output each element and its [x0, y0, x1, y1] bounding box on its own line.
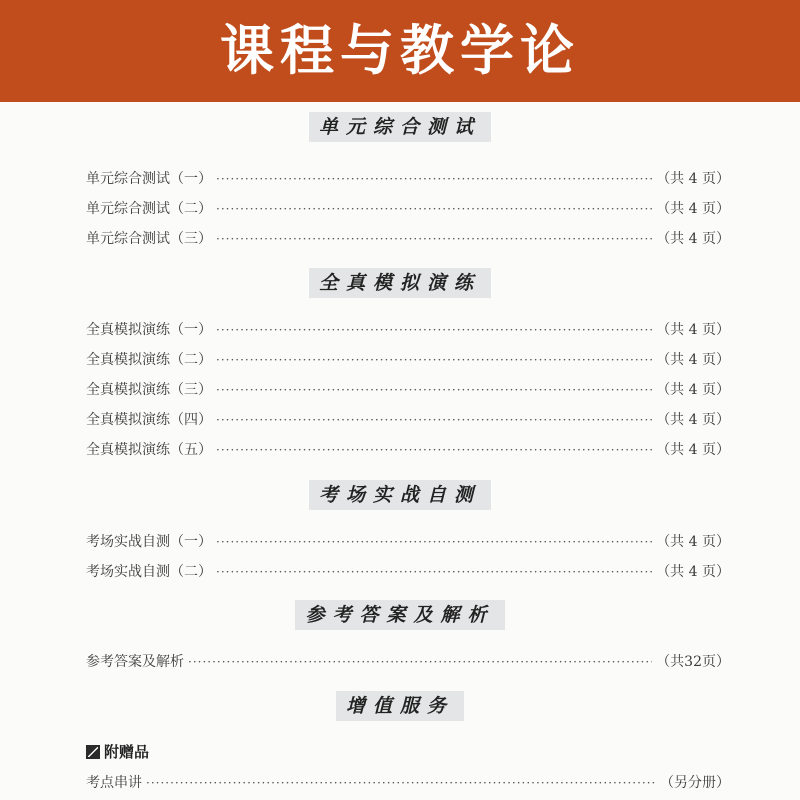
- toc-entry: [86, 319, 730, 341]
- entry-title: 全真模拟演练（二）: [86, 352, 212, 368]
- entry-title: 参考答案及解析: [86, 654, 184, 670]
- entry-title: 全真模拟演练（五）: [86, 442, 212, 458]
- dot-leader: [216, 323, 652, 337]
- toc-entry: [86, 651, 730, 673]
- entry-pages: （共32页）: [656, 654, 730, 670]
- dot-leader: [146, 776, 656, 790]
- toc-entry: [86, 379, 730, 401]
- section-heading-answers: [0, 600, 800, 632]
- section-heading-text: 参考答案及解析: [295, 600, 504, 630]
- section-heading-text: 考场实战自测: [309, 480, 491, 510]
- entry-pages: （共 4 页）: [656, 201, 730, 217]
- entry-title: 单元综合测试（二）: [86, 201, 212, 217]
- title-banner: [0, 0, 800, 102]
- dot-leader: [216, 383, 652, 397]
- toc-entry: [86, 409, 730, 431]
- entry-title: 考点串讲: [86, 775, 142, 791]
- entry-title: 单元综合测试（三）: [86, 231, 212, 247]
- section-heading-mock-drills: [0, 268, 800, 300]
- toc-entry: [86, 561, 730, 583]
- dot-leader: [216, 443, 652, 457]
- entry-pages: （共 4 页）: [656, 412, 730, 428]
- entry-pages: （共 4 页）: [656, 442, 730, 458]
- section-heading-unit-tests: [0, 112, 800, 144]
- gift-subheading: [86, 741, 149, 762]
- toc-entry: [86, 531, 730, 553]
- dot-leader: [216, 413, 652, 427]
- gift-subheading-text: 附赠品: [104, 743, 150, 761]
- entry-pages: （另分册）: [660, 775, 730, 791]
- book-title: 课程与教学论: [220, 19, 580, 82]
- toc-entry: [86, 198, 730, 220]
- entry-pages: （共 4 页）: [656, 534, 730, 550]
- dot-leader: [188, 655, 652, 669]
- entry-title: 全真模拟演练（四）: [86, 412, 212, 428]
- dot-leader: [216, 232, 652, 246]
- toc-entry: [86, 349, 730, 371]
- entry-title: 考场实战自测（一）: [86, 534, 212, 550]
- entry-pages: （共 4 页）: [656, 322, 730, 338]
- entry-title: 单元综合测试（一）: [86, 171, 212, 187]
- entry-pages: （共 4 页）: [656, 564, 730, 580]
- toc-entry: [86, 439, 730, 461]
- entry-pages: （共 4 页）: [656, 231, 730, 247]
- dot-leader: [216, 353, 652, 367]
- dot-leader: [216, 202, 652, 216]
- dot-leader: [216, 565, 652, 579]
- gift-marker-icon: [86, 745, 100, 759]
- section-heading-text: 增值服务: [336, 691, 464, 721]
- entry-title: 全真模拟演练（三）: [86, 382, 212, 398]
- section-heading-value-added: [0, 691, 800, 723]
- entry-pages: （共 4 页）: [656, 352, 730, 368]
- section-heading-exam-self-test: [0, 480, 800, 512]
- entry-title: 考场实战自测（二）: [86, 564, 212, 580]
- section-heading-text: 全真模拟演练: [309, 268, 491, 298]
- toc-entry: [86, 772, 730, 794]
- dot-leader: [216, 172, 652, 186]
- entry-pages: （共 4 页）: [656, 382, 730, 398]
- dot-leader: [216, 535, 652, 549]
- section-heading-text: 单元综合测试: [309, 112, 491, 142]
- toc-entry: [86, 228, 730, 250]
- toc-entry: [86, 168, 730, 190]
- entry-title: 全真模拟演练（一）: [86, 322, 212, 338]
- entry-pages: （共 4 页）: [656, 171, 730, 187]
